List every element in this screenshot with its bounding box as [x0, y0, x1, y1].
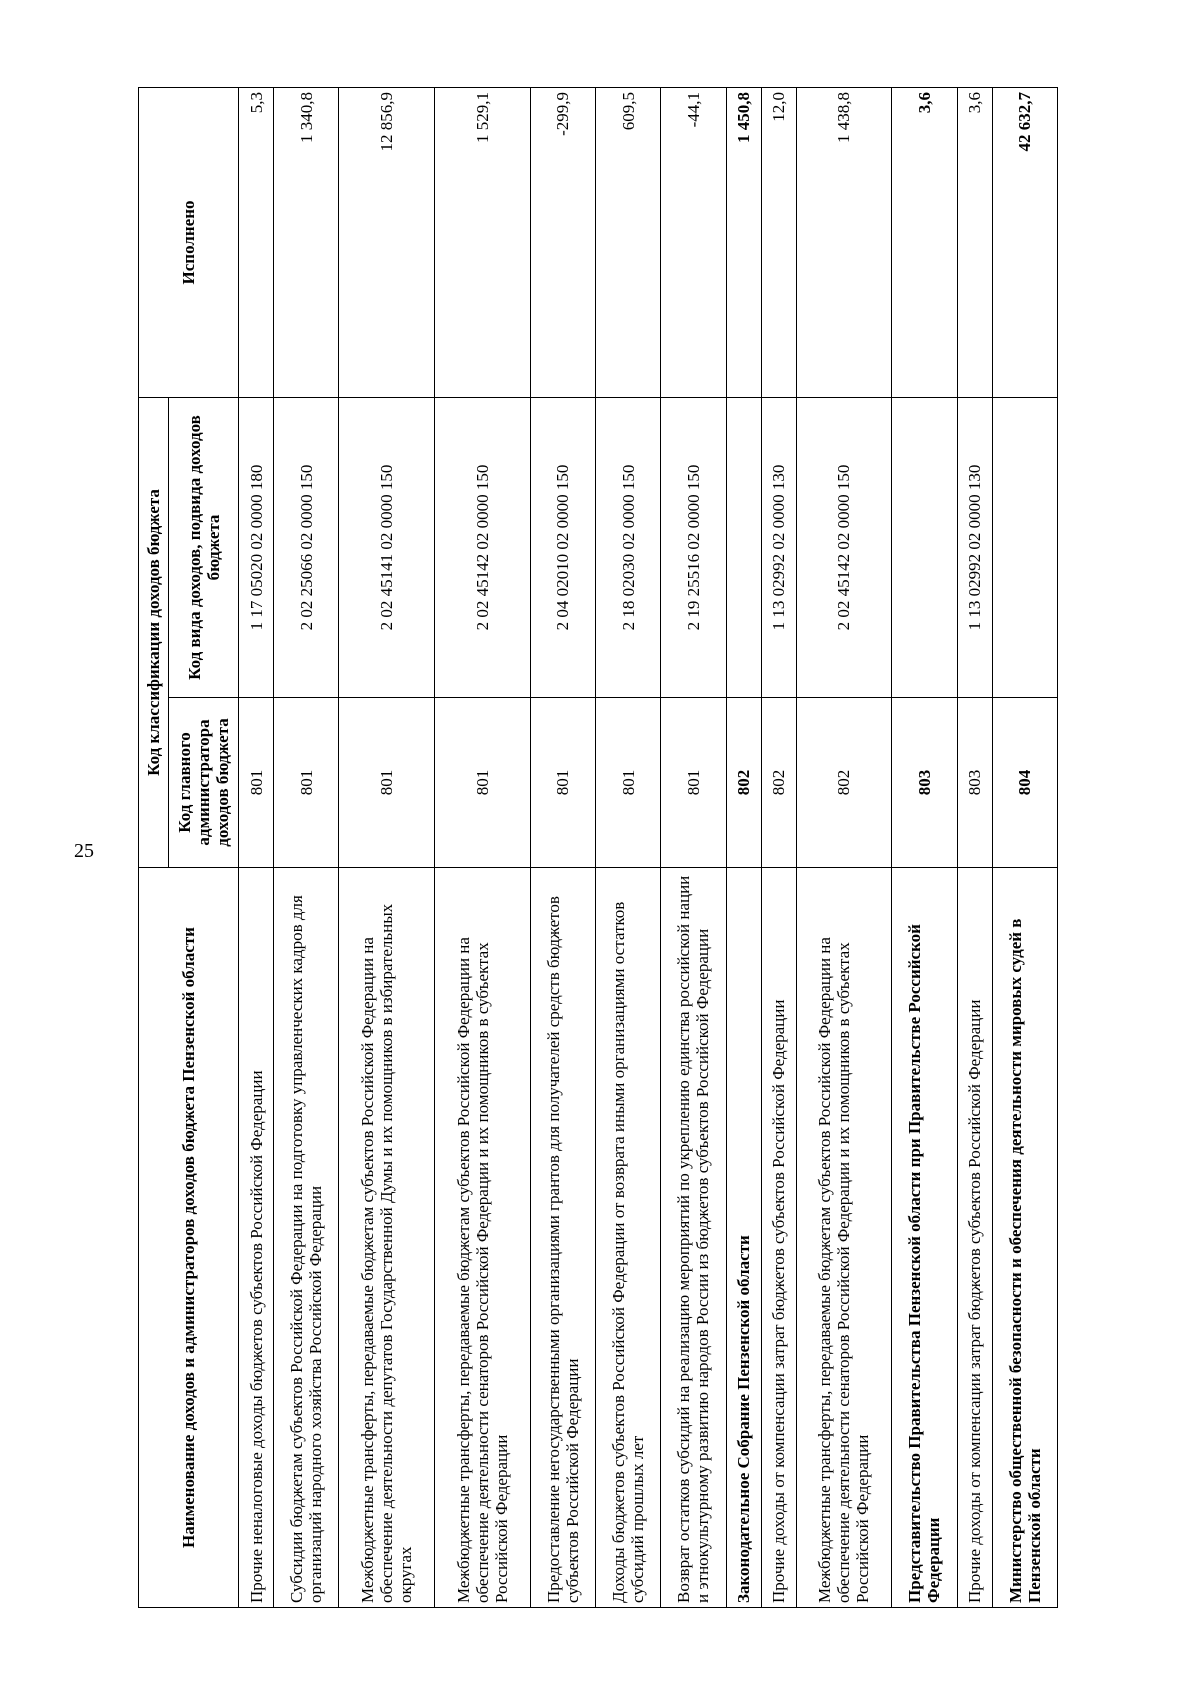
row-type-code: 2 18 02030 02 0000 150 — [595, 397, 660, 697]
row-type-code — [992, 397, 1057, 697]
row-name: Законодательное Собрание Пензенской области — [726, 868, 761, 1608]
row-admin-code: 801 — [595, 698, 660, 868]
row-admin-code: 804 — [992, 698, 1057, 868]
row-amount: -299,9 — [530, 87, 595, 397]
row-amount: 1 340,8 — [274, 87, 339, 397]
row-admin-code: 801 — [274, 698, 339, 868]
row-amount: -44,1 — [661, 87, 726, 397]
row-name: Министерство общественной безопасности и обеспечения деятельности мировых судей в Пензенской области — [992, 868, 1057, 1608]
row-name: Межбюджетные трансферты, передаваемые бюджетам субъектов Российской Федерации на обеспечение деятельности сенаторов Российской Федерации и их помощников в субъектах Российской Федерации — [434, 868, 530, 1608]
row-name: Субсидии бюджетам субъектов Российской Федерации на подготовку управленческих кадров для организаций народного хозяйства Российской Федерации — [274, 868, 339, 1608]
row-amount: 1 438,8 — [796, 87, 892, 397]
row-amount: 5,3 — [239, 87, 274, 397]
row-amount: 3,6 — [892, 87, 957, 397]
table-row — [661, 87, 726, 1607]
row-type-code — [892, 397, 957, 697]
row-name: Межбюджетные трансферты, передаваемые бюджетам субъектов Российской Федерации на обеспечение деятельности сенаторов Российской Федерации и их помощников в субъектах Российской Федерации — [796, 868, 892, 1608]
header-classification-group: Код классификации доходов бюджета — [139, 397, 169, 867]
table-row — [239, 87, 274, 1607]
table-body — [239, 87, 1058, 1607]
row-amount: 12 856,9 — [339, 87, 435, 397]
table-row-section — [992, 87, 1057, 1607]
row-name: Прочие неналоговые доходы бюджетов субъектов Российской Федерации — [239, 868, 274, 1608]
row-type-code: 2 02 45142 02 0000 150 — [796, 397, 892, 697]
row-type-code: 1 13 02992 02 0000 130 — [957, 397, 992, 697]
table-row-section — [726, 87, 761, 1607]
row-type-code: 2 04 02010 02 0000 150 — [530, 397, 595, 697]
row-name: Доходы бюджетов субъектов Российской Федерации от возврата иными организациями остатков субсидий прошлых лет — [595, 868, 660, 1608]
row-name: Прочие доходы от компенсации затрат бюджетов субъектов Российской Федерации — [957, 868, 992, 1608]
table-row-section — [892, 87, 957, 1607]
row-admin-code: 802 — [761, 698, 796, 868]
budget-table-rotated — [138, 88, 1058, 1608]
row-amount: 12,0 — [761, 87, 796, 397]
row-amount: 1 450,8 — [726, 87, 761, 397]
row-type-code — [726, 397, 761, 697]
header-type-code: Код вида доходов, подвида доходов бюджета — [169, 397, 239, 697]
row-type-code: 2 19 25516 02 0000 150 — [661, 397, 726, 697]
row-admin-code: 801 — [661, 698, 726, 868]
header-admin-code: Код главного администратора доходов бюджета — [169, 698, 239, 868]
row-name: Межбюджетные трансферты, передаваемые бюджетам субъектов Российской Федерации на обеспечение деятельности депутатов Государственной Думы и их помощников в избирательных округах — [339, 868, 435, 1608]
row-type-code: 1 13 02992 02 0000 130 — [761, 397, 796, 697]
page-number: 25 — [74, 840, 94, 862]
row-name: Предоставление негосударственными организациями грантов для получателей средств бюджетов субъектов Российской Федерации — [530, 868, 595, 1608]
row-type-code: 2 02 45142 02 0000 150 — [434, 397, 530, 697]
table-row — [761, 87, 796, 1607]
table-row — [530, 87, 595, 1607]
row-admin-code: 802 — [726, 698, 761, 868]
table-row — [434, 87, 530, 1607]
row-name: Представительство Правительства Пензенской области при Правительстве Российской Федерации — [892, 868, 957, 1608]
header-name: Наименование доходов и администраторов доходов бюджета Пензенской области — [139, 868, 239, 1608]
row-amount: 3,6 — [957, 87, 992, 397]
table-row — [796, 87, 892, 1607]
row-admin-code: 801 — [239, 698, 274, 868]
row-type-code: 2 02 45141 02 0000 150 — [339, 397, 435, 697]
row-amount: 609,5 — [595, 87, 660, 397]
table-row — [274, 87, 339, 1607]
row-type-code: 2 02 25066 02 0000 150 — [274, 397, 339, 697]
row-admin-code: 803 — [957, 698, 992, 868]
header-executed: Исполнено — [139, 87, 239, 397]
row-amount: 1 529,1 — [434, 87, 530, 397]
row-admin-code: 801 — [530, 698, 595, 868]
row-amount: 42 632,7 — [992, 87, 1057, 397]
row-admin-code: 801 — [339, 698, 435, 868]
row-admin-code: 803 — [892, 698, 957, 868]
table-row — [595, 87, 660, 1607]
row-type-code: 1 17 05020 02 0000 180 — [239, 397, 274, 697]
table-header-row — [139, 87, 169, 1607]
table-row — [339, 87, 435, 1607]
row-name: Возврат остатков субсидий на реализацию мероприятий по укреплению единства российской нации и этнокультурному развитию народов России из бюджетов субъектов Российской Федерации — [661, 868, 726, 1608]
row-admin-code: 802 — [796, 698, 892, 868]
budget-income-table — [138, 87, 1058, 1608]
row-admin-code: 801 — [434, 698, 530, 868]
table-row — [957, 87, 992, 1607]
row-name: Прочие доходы от компенсации затрат бюджетов субъектов Российской Федерации — [761, 868, 796, 1608]
